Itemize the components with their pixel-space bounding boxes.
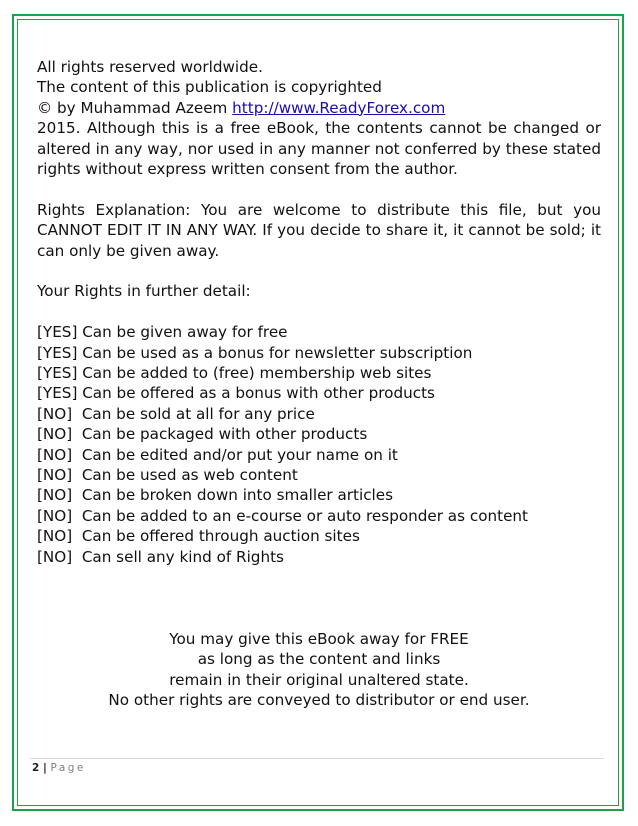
list-item: [YES] Can be added to (free) membership web sites	[37, 364, 432, 383]
page-content	[37, 57, 601, 567]
list-item: [YES] Can be given away for free	[37, 323, 288, 342]
list-item: [NO] Can be offered through auction sites	[37, 527, 360, 546]
footer-separator: |	[39, 762, 51, 774]
copyright-line-2: The content of this publication is copyrighted	[37, 78, 382, 97]
page-footer	[32, 762, 86, 774]
list-item: [NO] Can be added to an e-course or auto responder as content	[37, 506, 528, 525]
copyright-line-1: All rights reserved worldwide.	[37, 58, 263, 76]
closing-line: You may give this eBook away for FREE	[169, 630, 469, 648]
closing-line: as long as the content and links	[197, 650, 441, 669]
rights-explanation: Rights Explanation: You are welcome to distribute this file, but you CANNOT EDIT IT IN ANY WAY. If you decide to share it, it cannot be sold; it can only be given away.	[37, 200, 601, 260]
list-item: [NO] Can sell any kind of Rights	[37, 547, 284, 566]
rights-heading: Your Rights in further detail:	[37, 282, 251, 301]
closing-statement	[37, 629, 601, 711]
copyright-author: © by Muhammad Azeem	[37, 98, 233, 117]
copyright-paragraph: 2015. Although this is a free eBook, the contents cannot be changed or altered in any way, nor used in any manner not conferred by these stated rights without express written consent from the author.	[37, 119, 601, 179]
rights-list	[37, 322, 601, 567]
website-link[interactable]: http://www.ReadyForex.com	[232, 98, 446, 117]
closing-line: remain in their original unaltered state.	[169, 670, 469, 689]
closing-line: No other rights are conveyed to distributor or end user.	[108, 691, 530, 710]
page-label: Page	[50, 762, 86, 774]
spacer	[37, 179, 601, 199]
spacer	[37, 261, 601, 281]
list-item: [NO] Can be packaged with other products	[37, 425, 368, 444]
footer-divider	[30, 758, 604, 759]
spacer	[37, 302, 601, 322]
page-number: 2	[32, 762, 40, 774]
copyright-line-3	[37, 98, 601, 118]
list-item: [NO] Can be sold at all for any price	[37, 404, 315, 423]
list-item: [NO] Can be broken down into smaller articles	[37, 486, 394, 505]
list-item: [NO] Can be used as web content	[37, 466, 298, 485]
list-item: [YES] Can be used as a bonus for newsletter subscription	[37, 343, 473, 362]
list-item: [YES] Can be offered as a bonus with other products	[37, 384, 435, 403]
list-item: [NO] Can be edited and/or put your name on it	[37, 445, 398, 464]
